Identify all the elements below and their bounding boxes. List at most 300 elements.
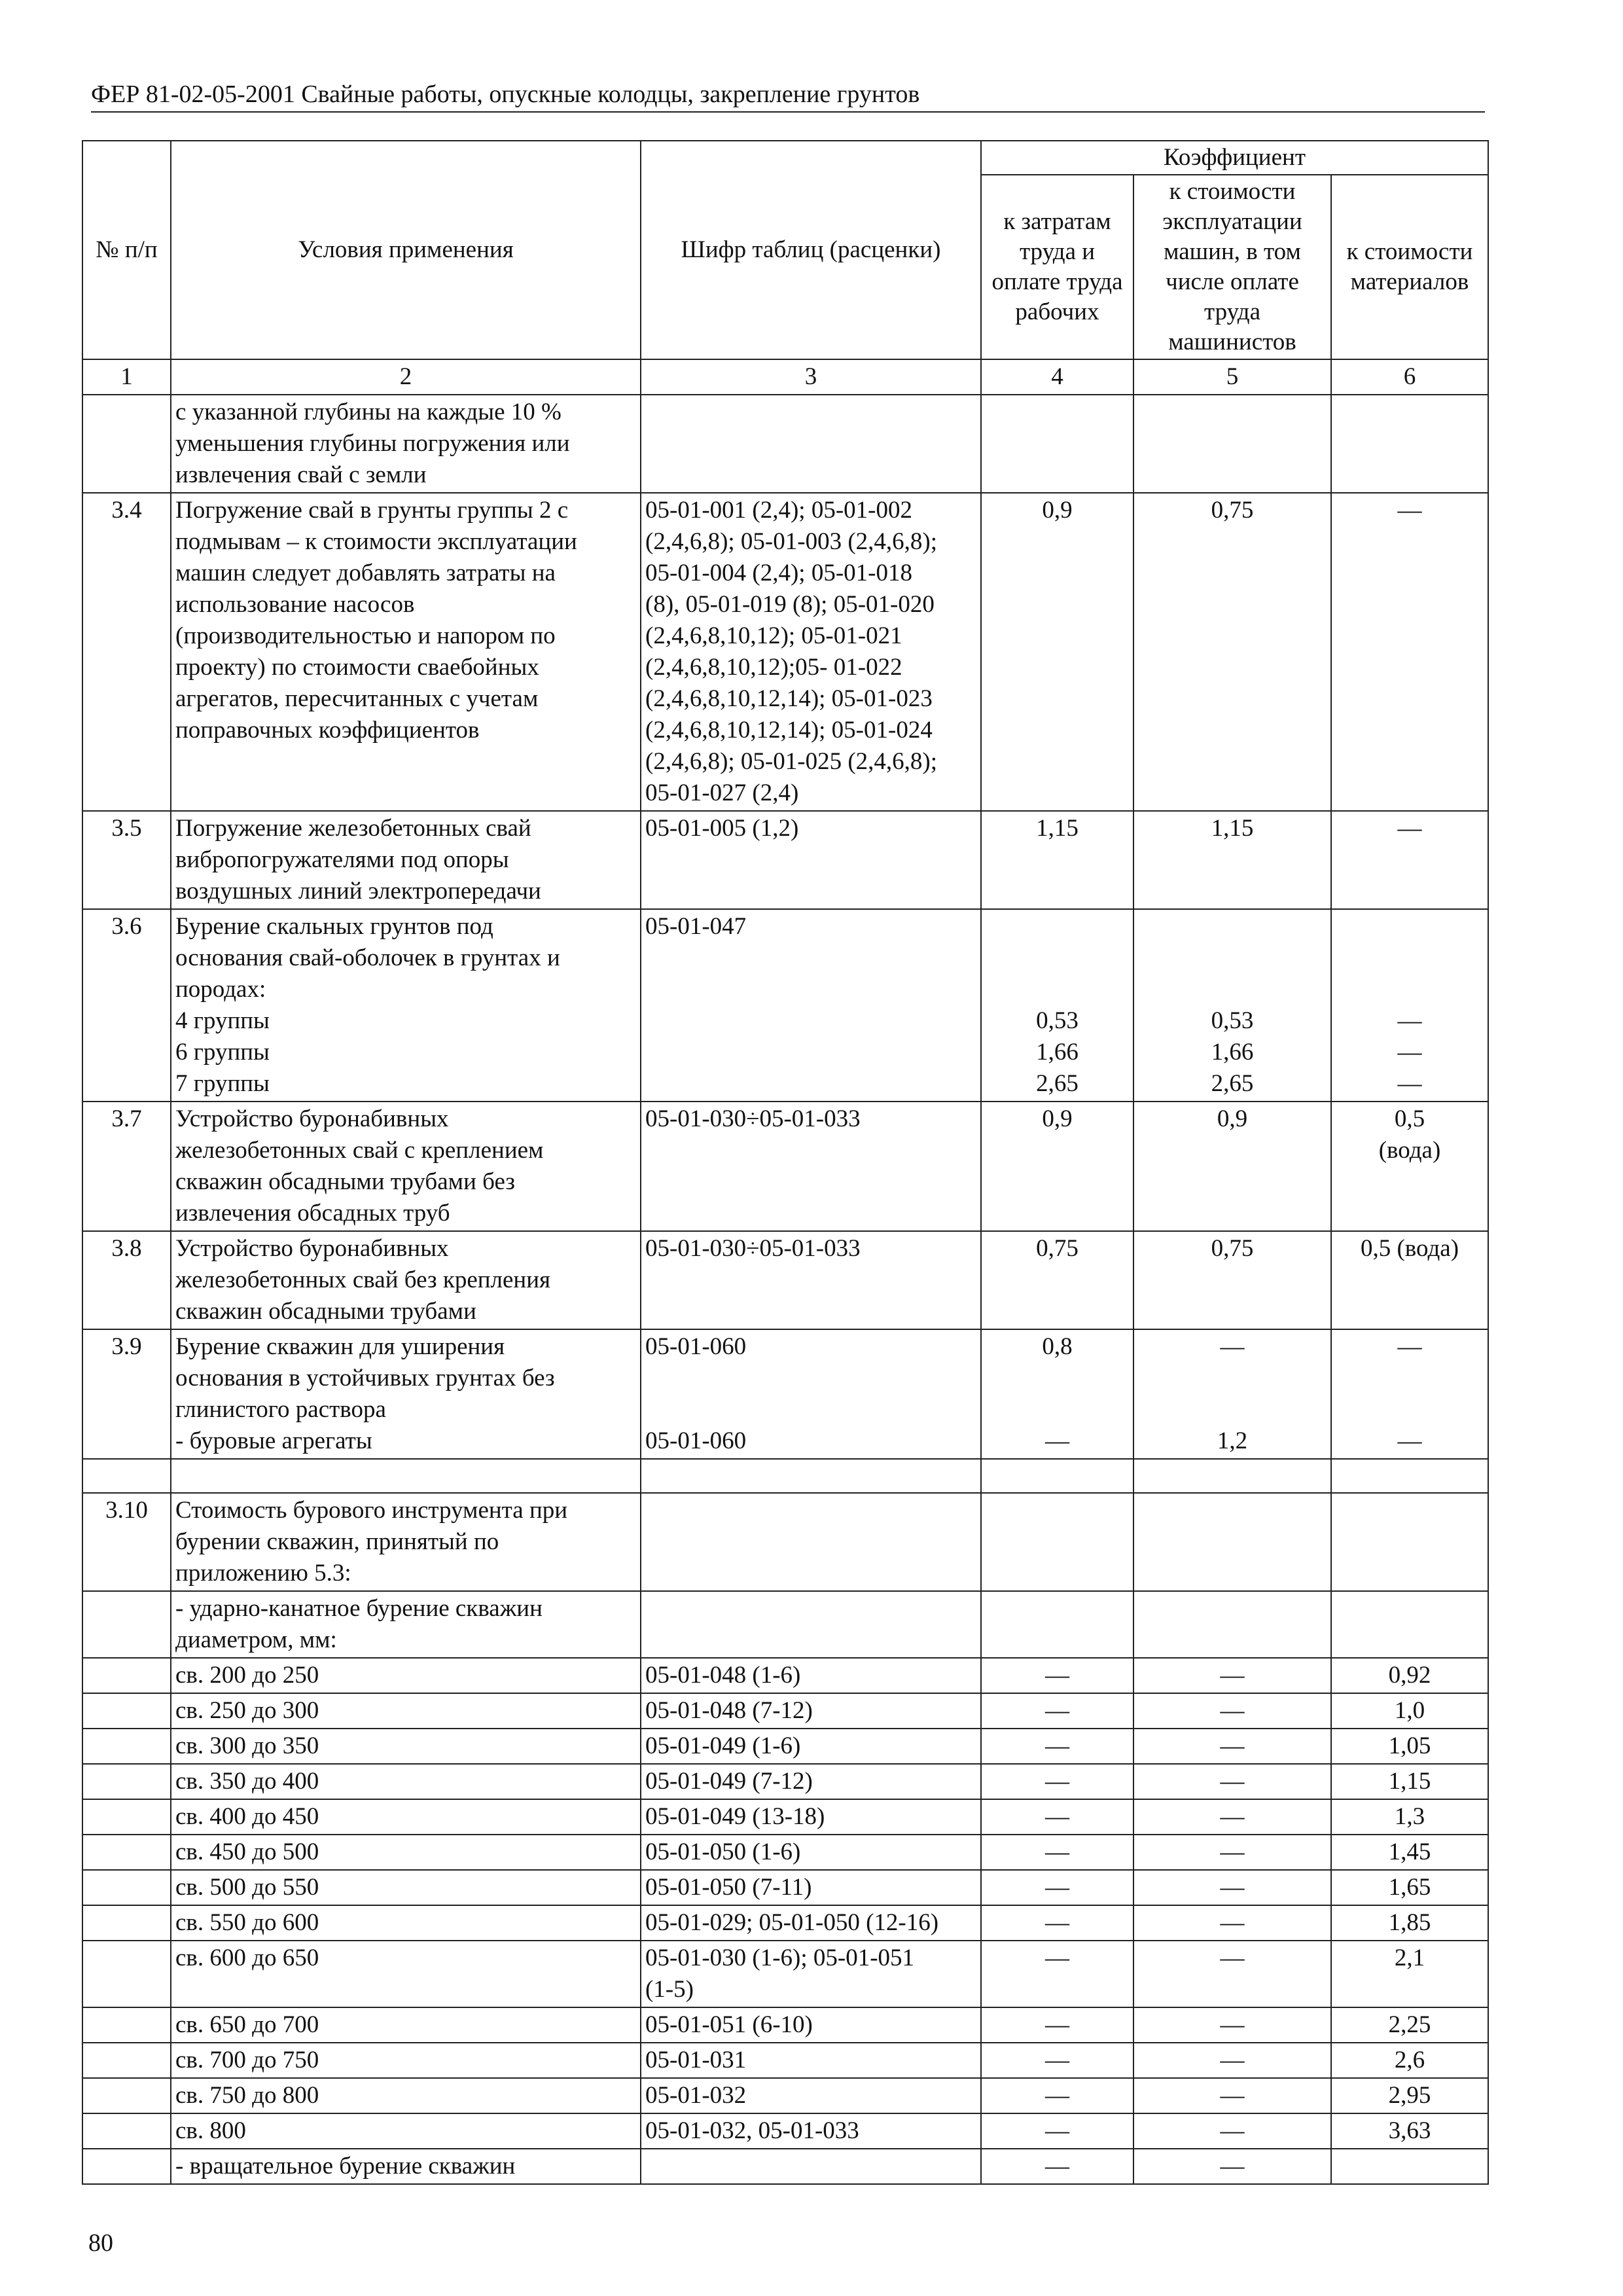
cell-line: 05-01-060 (645, 1427, 747, 1454)
cell-materials-coef (1331, 1764, 1488, 1799)
cell-line: 3,63 (1388, 2117, 1431, 2144)
cell-line: подмывам – к стоимости эксплуатации (175, 528, 577, 555)
cell-num (82, 1905, 171, 1941)
cell-line: 1,85 (1388, 1909, 1431, 1936)
cell-line: Стоимость бурового инструмента при (175, 1497, 568, 1524)
cell-line: приложению 5.3: (175, 1560, 351, 1587)
cell-line: — (1220, 1662, 1245, 1689)
cell-conditions (171, 2078, 641, 2113)
cell-line: использование насосов (175, 591, 415, 618)
cell-line: 2,6 (1394, 2047, 1425, 2073)
table-row (82, 1329, 1488, 1459)
cell-line: (2,4,6,8); 05-01-003 (2,4,6,8); (645, 528, 937, 555)
cell-num: 3.5 (82, 811, 171, 909)
table-row (82, 1941, 1488, 2007)
cell-line: 4 группы (175, 1007, 270, 1034)
cell-line: св. 600 до 650 (175, 1945, 319, 1971)
cell-line: воздушных линий электропередачи (175, 878, 541, 905)
cell-line: 05-01-049 (1-6) (645, 1732, 801, 1759)
cell-labor-coef (981, 2007, 1133, 2043)
cell-machines-coef (1133, 1799, 1331, 1835)
cell-code (641, 1941, 981, 2007)
cell-materials-coef (1331, 2007, 1488, 2043)
cell-num (82, 1835, 171, 1870)
cell-materials-coef (1331, 1835, 1488, 1870)
cell-labor-coef (981, 1905, 1133, 1941)
cell-line: 0,9 (1042, 1105, 1073, 1132)
cell-line: 1,15 (1211, 815, 1254, 842)
cell-machines-coef (1133, 1493, 1331, 1591)
cell-labor-coef (981, 1729, 1133, 1764)
cell-labor-coef (981, 1764, 1133, 1799)
cell-machines-coef (1133, 2078, 1331, 2113)
cell-code (641, 395, 981, 493)
cell-labor-coef (981, 1591, 1133, 1658)
cell-line: 05-01-032 (645, 2082, 747, 2109)
cell-line (1138, 911, 1327, 942)
cell-line: — (1220, 1839, 1245, 1865)
table-row (82, 1693, 1488, 1729)
cell-code (641, 1231, 981, 1329)
cell-line: 0,8 (1042, 1333, 1073, 1360)
cell-conditions (171, 1905, 641, 1941)
cell-machines-coef (1133, 1835, 1331, 1870)
cell-line: — (1045, 1909, 1069, 1936)
table-row (82, 2113, 1488, 2149)
cell-conditions (171, 1493, 641, 1591)
cell-labor-coef (981, 493, 1133, 811)
cell-materials-coef (1331, 2113, 1488, 2149)
cell-line: — (1045, 2082, 1069, 2109)
cell-machines-coef (1133, 2149, 1331, 2184)
cell-line: 1,66 (1036, 1039, 1079, 1066)
cell-line: — (1045, 2117, 1069, 2144)
cell-line: с указанной глубины на каждые 10 % (175, 399, 562, 425)
cell-line: — (1220, 2047, 1245, 2073)
cell-line: 2,25 (1388, 2011, 1431, 2038)
table-row (82, 1231, 1488, 1329)
cell-line: 1,66 (1211, 1039, 1254, 1066)
cell-materials-coef (1331, 1941, 1488, 2007)
cell-line: 05-01-048 (7-12) (645, 1697, 813, 1724)
cell-conditions (171, 2007, 641, 2043)
cell-num (82, 1764, 171, 1799)
cell-num (82, 1799, 171, 1835)
header-code: Шифр таблиц (расценки) (641, 141, 981, 359)
cell-code (641, 2078, 981, 2113)
cell-line: Устройство буронабивных (175, 1235, 449, 1262)
cell-line: 0,75 (1036, 1235, 1079, 1262)
cell-line: — (1045, 1803, 1069, 1830)
cell-conditions (171, 1102, 641, 1231)
cell-num: 3.4 (82, 493, 171, 811)
column-number-row (82, 359, 1488, 395)
cell-labor-coef (981, 1231, 1133, 1329)
cell-line: — (1045, 1697, 1069, 1724)
cell-labor-coef (981, 2078, 1133, 2113)
cell-num (82, 395, 171, 493)
cell-line: 1,45 (1388, 1839, 1431, 1865)
cell-machines-coef (1133, 1459, 1331, 1493)
table-row (82, 1729, 1488, 1764)
cell-machines-coef (1133, 395, 1331, 493)
cell-line: вибропогружателями под опоры (175, 846, 509, 873)
cell-conditions (171, 1329, 641, 1459)
col-number: 3 (641, 359, 981, 395)
cell-machines-coef (1133, 2043, 1331, 2078)
cell-num (82, 1870, 171, 1905)
cell-materials-coef (1331, 395, 1488, 493)
cell-num (82, 1729, 171, 1764)
cell-line: 0,9 (1042, 497, 1073, 524)
cell-line: 0,75 (1211, 1235, 1254, 1262)
cell-line: св. 500 до 550 (175, 1874, 319, 1901)
cell-line: 0,53 (1036, 1007, 1079, 1034)
cell-line: скважин обсадными трубами (175, 1298, 476, 1325)
cell-labor-coef (981, 1102, 1133, 1231)
cell-machines-coef (1133, 1329, 1331, 1459)
cell-line: Погружение железобетонных свай (175, 815, 531, 842)
cell-num: 3.6 (82, 909, 171, 1102)
cell-materials-coef (1331, 1905, 1488, 1941)
cell-conditions (171, 811, 641, 909)
cell-line: — (1220, 1697, 1245, 1724)
cell-materials-coef (1331, 1231, 1488, 1329)
cell-code (641, 811, 981, 909)
cell-line: 1,05 (1388, 1732, 1431, 1759)
cell-materials-coef (1331, 1799, 1488, 1835)
cell-line: основания в устойчивых грунтах без (175, 1365, 555, 1391)
cell-machines-coef (1133, 909, 1331, 1102)
cell-line (1138, 1363, 1327, 1394)
cell-line: 05-01-001 (2,4); 05-01-002 (645, 497, 912, 524)
cell-line: св. 650 до 700 (175, 2011, 319, 2038)
cell-line: извлечения обсадных труб (175, 1200, 450, 1227)
cell-line: — (1045, 1662, 1069, 1689)
cell-materials-coef (1331, 1459, 1488, 1493)
cell-line: (2,4,6,8); 05-01-025 (2,4,6,8); (645, 748, 937, 775)
cell-line: извлечения свай с земли (175, 461, 427, 488)
cell-line: 05-01-005 (1,2) (645, 815, 799, 842)
cell-line (1336, 1363, 1484, 1394)
cell-line: 05-01-030÷05-01-033 (645, 1105, 861, 1132)
cell-line: (2,4,6,8,10,12,14); 05-01-023 (645, 685, 933, 712)
cell-code (641, 1658, 981, 1693)
cell-line: — (1045, 1839, 1069, 1865)
cell-machines-coef (1133, 1693, 1331, 1729)
col-number: 4 (981, 359, 1133, 395)
cell-line: 05-01-050 (1-6) (645, 1839, 801, 1865)
cell-line: св. 200 до 250 (175, 1662, 319, 1689)
cell-line: 0,5 (1394, 1105, 1425, 1132)
cell-line: 05-01-030 (1-6); 05-01-051 (645, 1945, 915, 1971)
cell-materials-coef (1331, 1658, 1488, 1693)
cell-line: (2,4,6,8,10,12); 05-01-021 (645, 622, 902, 649)
cell-line (645, 1363, 976, 1394)
table-row (82, 1591, 1488, 1658)
cell-line (986, 942, 1129, 974)
cell-line: - вращательное бурение скважин (175, 2153, 516, 2179)
cell-labor-coef (981, 395, 1133, 493)
cell-line: св. 700 до 750 (175, 2047, 319, 2073)
cell-num (82, 2078, 171, 2113)
cell-line: 7 группы (175, 1070, 270, 1097)
header-machines: к стоимости эксплуатации машин, в том числе оплате труда машинистов (1133, 175, 1331, 359)
cell-num (82, 1459, 171, 1493)
table-row (82, 1459, 1488, 1493)
cell-code (641, 2113, 981, 2149)
cell-line: железобетонных свай без крепления (175, 1266, 551, 1293)
cell-num (82, 2007, 171, 2043)
cell-line: — (1220, 2153, 1245, 2179)
cell-code (641, 1493, 981, 1591)
cell-line: 6 группы (175, 1039, 270, 1066)
cell-materials-coef (1331, 1729, 1488, 1764)
cell-conditions (171, 1591, 641, 1658)
cell-labor-coef (981, 1835, 1133, 1870)
cell-line: — (1045, 2153, 1069, 2179)
cell-code (641, 1905, 981, 1941)
cell-machines-coef (1133, 1941, 1331, 2007)
cell-line (986, 1394, 1129, 1426)
cell-line: — (1220, 2082, 1245, 2109)
cell-labor-coef (981, 2043, 1133, 2078)
cell-line: 05-01-031 (645, 2047, 747, 2073)
cell-materials-coef (1331, 811, 1488, 909)
cell-line: (2,4,6,8,10,12);05- 01-022 (645, 654, 902, 681)
cell-line: — (1220, 1333, 1245, 1360)
cell-conditions (171, 1835, 641, 1870)
table-row (82, 1658, 1488, 1693)
cell-labor-coef (981, 1459, 1133, 1493)
cell-machines-coef (1133, 1729, 1331, 1764)
cell-machines-coef (1133, 493, 1331, 811)
cell-labor-coef (981, 2113, 1133, 2149)
cell-line: основания свай-оболочек в грунтах и (175, 944, 560, 971)
cell-labor-coef (981, 2149, 1133, 2184)
cell-line: поправочных коэффициентов (175, 717, 480, 744)
table-row (82, 395, 1488, 493)
cell-materials-coef (1331, 1591, 1488, 1658)
cell-line: 0,92 (1388, 1662, 1431, 1689)
cell-line: (2,4,6,8,10,12,14); 05-01-024 (645, 717, 933, 744)
cell-line (1336, 942, 1484, 974)
cell-line: св. 800 (175, 2117, 246, 2144)
cell-materials-coef (1331, 1693, 1488, 1729)
cell-line: Бурение скважин для уширения (175, 1333, 505, 1360)
cell-line: 1,0 (1394, 1697, 1425, 1724)
cell-line: — (1397, 1039, 1422, 1066)
cell-num (82, 1591, 171, 1658)
cell-line: св. 250 до 300 (175, 1697, 319, 1724)
cell-line: 05-01-032, 05-01-033 (645, 2117, 859, 2144)
cell-line: 1,15 (1388, 1768, 1431, 1795)
cell-line: 2,65 (1036, 1070, 1079, 1097)
cell-line (986, 1363, 1129, 1394)
cell-num: 3.9 (82, 1329, 171, 1459)
cell-line: 05-01-029; 05-01-050 (12-16) (645, 1909, 939, 1936)
cell-line: железобетонных свай с креплением (175, 1137, 544, 1164)
cell-line: 0,53 (1211, 1007, 1254, 1034)
cell-code (641, 493, 981, 811)
cell-labor-coef (981, 1693, 1133, 1729)
cell-line: — (1220, 1768, 1245, 1795)
header-labor: к затратам труда и оплате труда рабочих (981, 175, 1133, 359)
cell-line: 05-01-047 (645, 913, 747, 940)
cell-line: — (1045, 2011, 1069, 2038)
cell-num (82, 2113, 171, 2149)
cell-conditions (171, 1870, 641, 1905)
cell-line: 05-01-051 (6-10) (645, 2011, 813, 2038)
table-row (82, 2078, 1488, 2113)
coefficients-table (82, 140, 1489, 2185)
cell-conditions (171, 1799, 641, 1835)
cell-code (641, 1102, 981, 1231)
cell-code (641, 2007, 981, 2043)
cell-num: 3.10 (82, 1493, 171, 1591)
cell-line (1336, 974, 1484, 1005)
cell-line: 05-01-050 (7-11) (645, 1874, 812, 1901)
cell-line: — (1397, 497, 1422, 524)
cell-line: — (1220, 1909, 1245, 1936)
cell-line: — (1220, 2011, 1245, 2038)
cell-conditions (171, 1941, 641, 2007)
cell-line: проекту) по стоимости сваебойных (175, 654, 539, 681)
cell-line: 05-01-048 (1-6) (645, 1662, 801, 1689)
cell-line (1138, 942, 1327, 974)
cell-line: — (1397, 815, 1422, 842)
cell-machines-coef (1133, 1764, 1331, 1799)
cell-line: 1,15 (1036, 815, 1079, 842)
table-row (82, 2007, 1488, 2043)
cell-line: (8), 05-01-019 (8); 05-01-020 (645, 591, 935, 618)
cell-line: агрегатов, пересчитанных с учетам (175, 685, 539, 712)
cell-machines-coef (1133, 811, 1331, 909)
table-row (82, 1799, 1488, 1835)
cell-labor-coef (981, 1799, 1133, 1835)
running-header: ФЕР 81-02-05-2001 Свайные работы, опускные колодцы, закрепление грунтов (91, 77, 1485, 113)
cell-labor-coef (981, 1493, 1133, 1591)
cell-num (82, 1693, 171, 1729)
header-coefficient: Коэффициент (981, 141, 1488, 175)
cell-line: (вода) (1378, 1137, 1441, 1164)
cell-conditions (171, 909, 641, 1102)
cell-materials-coef (1331, 2078, 1488, 2113)
cell-line (986, 974, 1129, 1005)
table-row (82, 909, 1488, 1102)
cell-line: (производительностью и напором по (175, 622, 556, 649)
cell-conditions (171, 1764, 641, 1799)
cell-num: 3.7 (82, 1102, 171, 1231)
cell-line (1138, 974, 1327, 1005)
cell-line: — (1045, 1945, 1069, 1971)
cell-line: — (1045, 1427, 1069, 1454)
cell-code (641, 1729, 981, 1764)
cell-code (641, 1329, 981, 1459)
cell-code (641, 2149, 981, 2184)
cell-line: 0,5 (вода) (1360, 1235, 1459, 1262)
cell-line: 1,65 (1388, 1874, 1431, 1901)
header-num: № п/п (82, 141, 171, 359)
cell-machines-coef (1133, 1870, 1331, 1905)
cell-conditions (171, 1693, 641, 1729)
cell-line: - ударно-канатное бурение скважин (175, 1595, 543, 1622)
cell-num (82, 2043, 171, 2078)
cell-materials-coef (1331, 909, 1488, 1102)
cell-line: уменьшения глубины погружения или (175, 430, 570, 457)
cell-machines-coef (1133, 1231, 1331, 1329)
cell-line: бурении скважин, принятый по (175, 1528, 499, 1555)
cell-code (641, 1459, 981, 1493)
cell-line: машин следует добавлять затраты на (175, 560, 556, 586)
cell-conditions (171, 1231, 641, 1329)
cell-machines-coef (1133, 2113, 1331, 2149)
cell-conditions (171, 2043, 641, 2078)
cell-machines-coef (1133, 1905, 1331, 1941)
cell-line: Бурение скальных грунтов под (175, 913, 493, 940)
cell-num (82, 1658, 171, 1693)
cell-line: — (1045, 1874, 1069, 1901)
table-row (82, 2043, 1488, 2078)
cell-machines-coef (1133, 1591, 1331, 1658)
cell-line: 05-01-030÷05-01-033 (645, 1235, 861, 1262)
cell-line: — (1045, 2047, 1069, 2073)
cell-conditions (171, 2113, 641, 2149)
col-number: 2 (171, 359, 641, 395)
cell-line (645, 1394, 976, 1426)
cell-materials-coef (1331, 2149, 1488, 2184)
cell-code (641, 1799, 981, 1835)
cell-line: Устройство буронабивных (175, 1105, 449, 1132)
table-row (82, 493, 1488, 811)
cell-line: — (1397, 1427, 1422, 1454)
cell-line: 0,75 (1211, 497, 1254, 524)
cell-line: - буровые агрегаты (175, 1427, 372, 1454)
cell-line: скважин обсадными трубами без (175, 1168, 515, 1195)
cell-line: — (1045, 1768, 1069, 1795)
cell-line: глинистого раствора (175, 1396, 386, 1423)
cell-machines-coef (1133, 2007, 1331, 2043)
cell-line: — (1220, 1803, 1245, 1830)
cell-line: 1,3 (1394, 1803, 1425, 1830)
cell-line: 1,2 (1217, 1427, 1248, 1454)
cell-line: — (1397, 1070, 1422, 1097)
cell-line: 2,1 (1394, 1945, 1425, 1971)
cell-line: — (1220, 1874, 1245, 1901)
cell-conditions (171, 2149, 641, 2184)
cell-line: св. 400 до 450 (175, 1803, 319, 1830)
cell-materials-coef (1331, 1329, 1488, 1459)
cell-materials-coef (1331, 1870, 1488, 1905)
table-row (82, 1493, 1488, 1591)
table-row (82, 2149, 1488, 2184)
table-row (82, 1870, 1488, 1905)
cell-code (641, 2043, 981, 2078)
cell-line (1138, 1394, 1327, 1426)
cell-code (641, 1693, 981, 1729)
cell-line: Погружение свай в грунты группы 2 с (175, 497, 569, 524)
cell-machines-coef (1133, 1658, 1331, 1693)
cell-line: св. 550 до 600 (175, 1909, 319, 1936)
cell-conditions (171, 1459, 641, 1493)
cell-line: (1-5) (645, 1976, 694, 2003)
cell-line (1336, 911, 1484, 942)
page-number: 80 (88, 2229, 113, 2257)
cell-line: 05-01-049 (7-12) (645, 1768, 813, 1795)
table-row (82, 1905, 1488, 1941)
cell-line: 2,95 (1388, 2082, 1431, 2109)
cell-line: — (1397, 1007, 1422, 1034)
